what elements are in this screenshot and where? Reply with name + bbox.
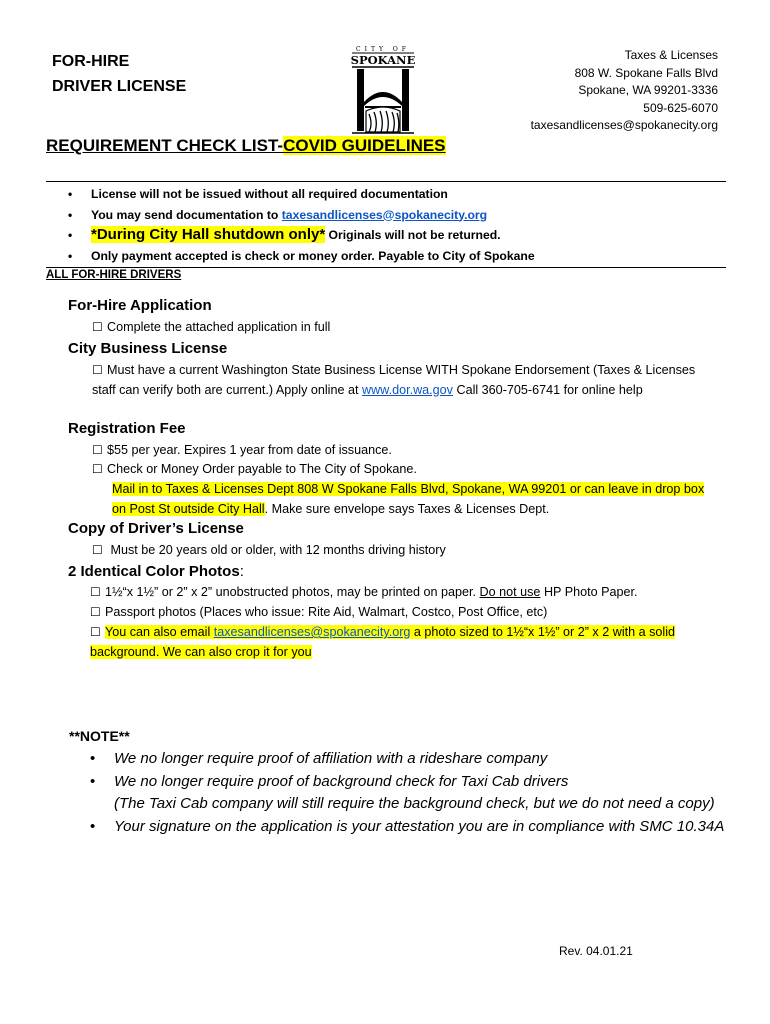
note-signature bbox=[88, 816, 728, 839]
photos-item-2 bbox=[90, 603, 730, 623]
bottom-divider bbox=[46, 267, 726, 268]
bullet-send-documentation bbox=[64, 205, 724, 226]
checkbox-icon[interactable]: ☐ bbox=[92, 320, 103, 334]
note-background-text: We no longer require proof of background check for Taxi Cab drivers bbox=[114, 772, 569, 790]
section-title-photos bbox=[68, 563, 244, 580]
originals-text: Originals will not be returned. bbox=[325, 228, 501, 242]
photos-title-text: 2 Identical Color Photos bbox=[68, 563, 240, 580]
checklist-heading-text: REQUIREMENT CHECK LIST- bbox=[46, 136, 284, 155]
license-item bbox=[92, 541, 712, 561]
note-heading: **NOTE** bbox=[69, 728, 130, 744]
application-item-text: Complete the attached application in full bbox=[107, 320, 331, 334]
note-background-check bbox=[88, 771, 728, 816]
covid-guidelines-highlight: COVID GUIDELINES bbox=[283, 136, 446, 155]
dor-website-link[interactable]: www.dor.wa.gov bbox=[361, 382, 453, 397]
requirement-bullets bbox=[64, 184, 724, 266]
photos-item-1-after: HP Photo Paper. bbox=[540, 585, 638, 599]
checklist-heading bbox=[46, 136, 446, 156]
bullet-payment bbox=[64, 246, 724, 267]
checkbox-icon[interactable]: ☐ bbox=[92, 443, 103, 457]
business-item-text: Must have a current Washington State Business License WITH Spokane Endorsement (Taxes & Licenses staff can verify both are current.) Apply online at bbox=[92, 363, 696, 397]
photo-email-link[interactable]: taxesandlicenses@spokanecity.org bbox=[213, 625, 411, 639]
photos-email-prefix: You can also email bbox=[105, 625, 214, 639]
fee-item-1 bbox=[92, 441, 712, 461]
photos-email-rest: a photo sized to 1½“x 1½” or 2” x 2 with a solid background. We can also crop it for you bbox=[90, 625, 676, 659]
note-rideshare-text: We no longer require proof of affiliation with a rideshare company bbox=[114, 750, 548, 767]
photos-item-3 bbox=[90, 623, 710, 662]
bullet-documentation bbox=[64, 184, 724, 205]
checkbox-icon[interactable]: ☐ bbox=[92, 462, 103, 476]
note-list bbox=[88, 748, 728, 838]
revision-date: Rev. 04.01.21 bbox=[559, 944, 633, 958]
address-street: 808 W. Spokane Falls Blvd bbox=[574, 65, 718, 80]
top-divider bbox=[46, 181, 726, 182]
bullet-documentation-text: License will not be issued without all required documentation bbox=[91, 187, 448, 201]
logo-spokane-text: SPOKANE bbox=[350, 53, 416, 67]
section-title-application: For-Hire Application bbox=[68, 297, 212, 314]
section-title-fee: Registration Fee bbox=[68, 420, 186, 437]
checkbox-icon[interactable]: ☐ bbox=[90, 605, 101, 619]
checkbox-icon[interactable]: ☐ bbox=[90, 585, 101, 599]
photos-item-1-text: 1½“x 1½” or 2” x 2” unobstructed photos, may be printed on paper. bbox=[105, 585, 480, 599]
do-not-use-text: Do not use bbox=[479, 585, 541, 599]
business-item bbox=[92, 361, 712, 400]
fee-item-2 bbox=[92, 460, 712, 480]
bullet-send-text: You may send documentation to bbox=[91, 207, 282, 222]
email-link[interactable]: taxesandlicenses@spokanecity.org bbox=[281, 207, 488, 222]
note-background-sub: (The Taxi Cab company will still require the background check, but we do not need a copy) bbox=[114, 795, 715, 812]
city-of-spokane-logo bbox=[349, 44, 417, 140]
mail-instructions bbox=[112, 480, 712, 519]
address-email: taxesandlicenses@spokanecity.org bbox=[530, 118, 718, 133]
fee-item-1-text: $55 per year. Expires 1 year from date of issuance. bbox=[107, 443, 392, 457]
business-item-after: Call 360-705-6741 for online help bbox=[452, 382, 643, 397]
address-city: Spokane, WA 99201-3336 bbox=[578, 83, 718, 98]
application-item bbox=[92, 318, 732, 338]
address-phone: 509-625-6070 bbox=[643, 100, 718, 115]
checkbox-icon[interactable]: ☐ bbox=[92, 543, 103, 557]
office-address bbox=[531, 47, 718, 135]
photos-item-2-text: Passport photos (Places who issue: Rite Aid, Walmart, Costco, Post Office, etc) bbox=[105, 605, 548, 619]
section-title-license: Copy of Driver’s License bbox=[68, 520, 244, 537]
note-rideshare bbox=[88, 748, 728, 771]
license-item-text: Must be 20 years old or older, with 12 months driving history bbox=[110, 543, 446, 557]
checkbox-icon[interactable]: ☐ bbox=[92, 363, 103, 377]
photos-title-colon: : bbox=[239, 563, 244, 580]
section-title-business: City Business License bbox=[68, 340, 228, 357]
mail-rest: . Make sure envelope says Taxes & Licenses Dept. bbox=[264, 501, 550, 516]
checkbox-icon[interactable]: ☐ bbox=[90, 625, 101, 639]
title-line-1: FOR-HIRE bbox=[52, 53, 130, 70]
bullet-payment-text: Only payment accepted is check or money order. Payable to City of Spokane bbox=[91, 248, 535, 263]
fee-item-2-text: Check or Money Order payable to The City of Spokane. bbox=[107, 462, 417, 476]
logo-city-of-text: CITY OF bbox=[356, 46, 410, 53]
all-drivers-label: ALL FOR-HIRE DRIVERS bbox=[46, 269, 182, 281]
shutdown-highlight: *During City Hall shutdown only* bbox=[91, 226, 326, 243]
form-title bbox=[52, 49, 186, 99]
address-office: Taxes & Licenses bbox=[624, 48, 718, 62]
note-signature-text: Your signature on the application is your attestation you are in compliance with SMC 10.34A bbox=[114, 817, 725, 835]
bullet-shutdown bbox=[64, 225, 724, 246]
photos-item-1 bbox=[90, 583, 730, 603]
title-line-2: DRIVER LICENSE bbox=[52, 78, 187, 95]
mail-highlight: Mail in to Taxes & Licenses Dept 808 W Spokane Falls Blvd, Spokane, WA 99201 or can leave in drop box on Post St outside City Hall bbox=[112, 482, 705, 516]
